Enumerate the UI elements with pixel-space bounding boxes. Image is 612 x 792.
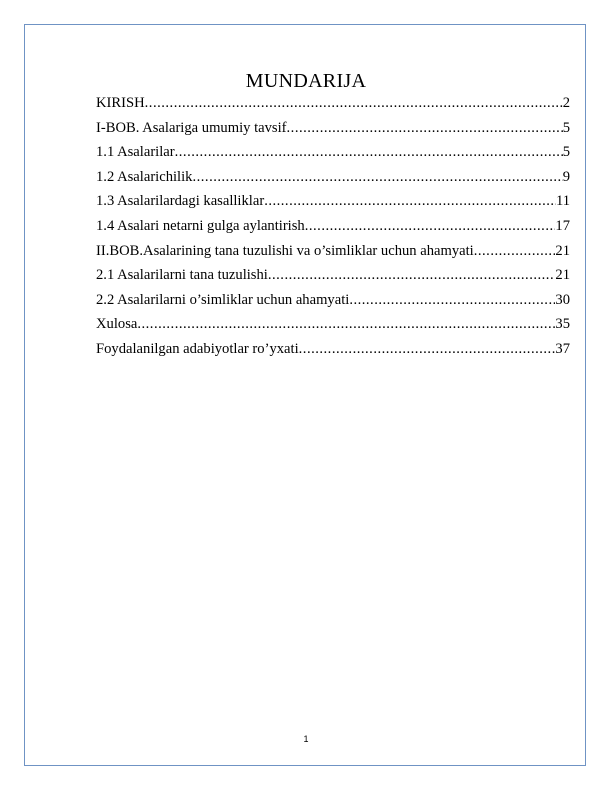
toc-entry-page: 9 bbox=[562, 168, 570, 185]
toc-entry-section-1-2[interactable] bbox=[96, 169, 570, 194]
toc-entry-chapter-1[interactable] bbox=[96, 120, 570, 145]
toc-entry-section-1-4[interactable] bbox=[96, 218, 570, 243]
toc-entry-references[interactable] bbox=[96, 341, 570, 366]
document-title: MUNDARIJA bbox=[245, 70, 367, 92]
toc-entry-label: Xulosa bbox=[96, 316, 138, 333]
toc-dot-leader bbox=[145, 95, 563, 112]
toc-dot-leader bbox=[474, 243, 556, 260]
toc-entry-label: 1.2 Asalarichilik bbox=[96, 168, 193, 185]
toc-entry-page: 5 bbox=[562, 119, 570, 136]
toc-entry-label: I-BOB. Asalariga umumiy tavsif bbox=[96, 119, 287, 136]
toc-entry-page: 21 bbox=[555, 267, 570, 284]
table-of-contents bbox=[96, 95, 570, 366]
toc-dot-leader bbox=[268, 267, 556, 284]
toc-entry-section-2-2[interactable] bbox=[96, 292, 570, 317]
toc-entry-page: 21 bbox=[555, 242, 570, 259]
toc-entry-page: 30 bbox=[555, 291, 570, 308]
toc-entry-label: Foydalanilgan adabiyotlar ro’yxati bbox=[96, 340, 299, 357]
toc-entry-section-1-3[interactable] bbox=[96, 193, 570, 218]
toc-entry-page: 5 bbox=[562, 144, 570, 161]
toc-dot-leader bbox=[287, 120, 563, 137]
toc-entry-page: 35 bbox=[555, 316, 570, 333]
toc-entry-label: 2.1 Asalarilarni tana tuzulishi bbox=[96, 267, 268, 284]
toc-entry-label: 1.1 Asalarilar bbox=[96, 144, 175, 161]
toc-entry-label: KIRISH bbox=[96, 95, 145, 111]
toc-entry-page: 17 bbox=[555, 217, 570, 234]
toc-entry-page: 37 bbox=[555, 340, 570, 357]
toc-dot-leader bbox=[264, 193, 556, 210]
toc-entry-section-2-1[interactable] bbox=[96, 267, 570, 292]
toc-entry-page: 2 bbox=[562, 95, 570, 111]
toc-dot-leader bbox=[299, 341, 556, 358]
toc-entry-xulosa[interactable] bbox=[96, 316, 570, 341]
toc-entry-chapter-2[interactable] bbox=[96, 243, 570, 268]
toc-dot-leader bbox=[305, 218, 556, 235]
toc-entry-label: 1.3 Asalarilardagi kasalliklar bbox=[96, 193, 265, 210]
toc-entry-label: II.BOB.Asalarining tana tuzulishi va o’simliklar uchun ahamyati bbox=[96, 242, 474, 259]
toc-dot-leader bbox=[137, 316, 555, 333]
toc-dot-leader bbox=[192, 169, 562, 186]
toc-dot-leader bbox=[175, 144, 563, 161]
toc-entry-label: 1.4 Asalari netarni gulga aylantirish bbox=[96, 217, 305, 234]
toc-entry-label: 2.2 Asalarilarni o’simliklar uchun ahamyati bbox=[96, 291, 350, 308]
toc-entry-page: 11 bbox=[555, 193, 570, 210]
page-number: 1 bbox=[303, 734, 309, 744]
toc-dot-leader bbox=[349, 292, 555, 309]
toc-entry-kirish[interactable] bbox=[96, 95, 570, 120]
toc-entry-section-1-1[interactable] bbox=[96, 144, 570, 169]
